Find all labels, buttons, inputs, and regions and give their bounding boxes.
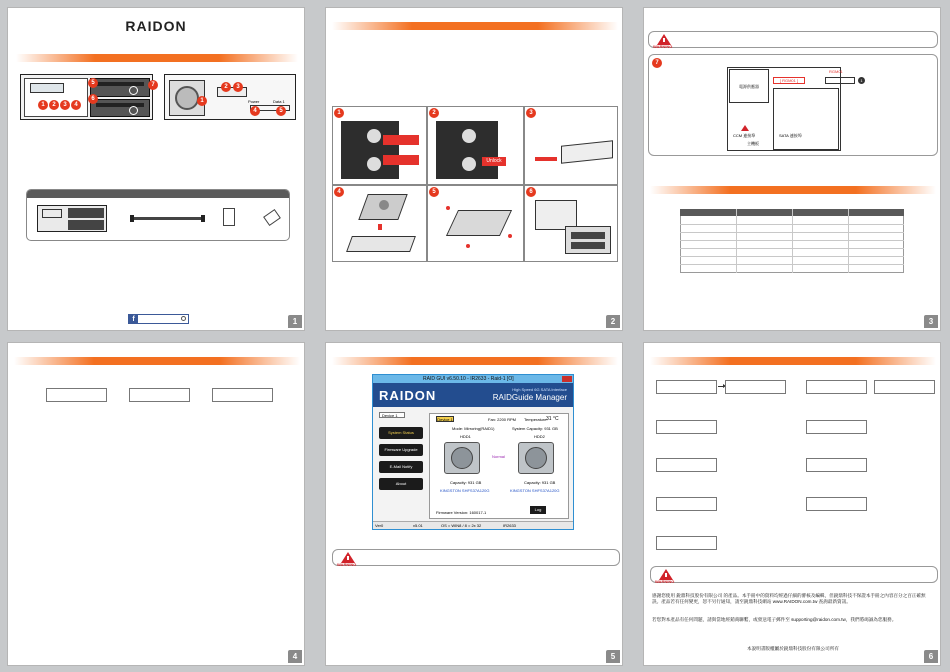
flow-box-10 [806,497,867,511]
flow-box-11 [656,536,717,550]
text-box-3 [212,388,273,402]
status-panel [429,413,569,519]
manual-card [223,208,235,226]
flow-box-8 [806,458,867,472]
flow-box-4 [874,380,935,394]
notice-paragraph-2: 若您對本產品有任何問題，請與當地經銷商聯繫，或發送電子郵件至 supporting@raidon.com.tw，我們將竭誠為您服務。 [652,617,897,622]
step-2-panel [427,106,524,185]
step-number: 4 [334,187,344,197]
hdd2-model: KINGSTON SHFS37A120G [510,488,560,493]
menu-email-notify[interactable]: E-Mail Notify [379,461,423,473]
callout-5: 5 [88,78,98,88]
flow-box-2 [725,380,786,394]
callout-6: 6 [88,94,98,104]
app-logo: RAIDON [379,388,437,403]
step-6-panel [524,185,618,262]
text-box-2 [129,388,190,402]
back-callout-4: 4 [250,106,260,116]
accessories-box [26,189,290,241]
step-1-panel [332,106,427,185]
back-callout-5: 5 [276,106,286,116]
warning-icon [741,125,749,131]
brand-logo: RAIDON [125,18,187,34]
window-title: RAID GUI v6.50.10 - IR2633 - Raid-1 [O] [423,376,514,382]
flow-box-9 [656,497,717,511]
search-icon [181,316,186,321]
firmware-version: Firmware Version: 160017-1 [436,510,487,515]
front-panel-diagram [20,74,153,120]
notice-paragraph-1: 感謝您使用 銳鼎科技股份有限公司 的產品。本手冊中的資料均經過仔細的審核及編輯，但銳鼎科技不保證本手冊之內容百分之百正確無誤。產品若有任何變更，恕不另行通知，請至銳鼎科技網站 www.RAIDON.com.tw 查詢最新資訊。 [652,593,926,604]
step-3-panel [524,106,618,185]
app-header [373,383,573,407]
section-bar [332,22,618,30]
manual-page-5 [325,342,623,666]
callout-3: 3 [60,100,70,110]
warning-label: WARNING [655,579,675,584]
copyright-footer: 本說明書版權屬於銳鼎科技股份有限公司所有 [747,646,839,651]
rgm-label: [ RGM01 ] [773,77,805,84]
log-button[interactable]: Log [530,506,546,514]
section-bar [650,186,936,194]
flow-box-5 [656,420,717,434]
section-bar [16,54,298,62]
text-box-1 [46,388,107,402]
hdd1-image [444,442,480,474]
page-number: 5 [606,650,620,663]
port-connector [825,77,855,84]
step-number: 3 [526,108,536,118]
unlock-tag: Unlock [482,157,506,166]
raid-mode: Mode: Mirroring(RAID1) [452,426,495,431]
raid-status: Normal [492,454,505,459]
menu-firmware-upgrade[interactable]: Firmware Upgrade [379,444,423,456]
status-bar [373,521,573,529]
external-port-label: RGM01 [829,69,843,74]
step-5-panel [427,185,524,262]
hdd1-label: HDD1 [460,434,471,439]
menu-system-status[interactable]: System Status [379,427,423,439]
callout-7: 7 [148,80,158,90]
device-tag: Device 1 [437,417,453,422]
hdd2-image [518,442,554,474]
connection-diagram [648,54,938,156]
warning-box [650,566,938,583]
hdd2-label: HDD2 [534,434,545,439]
manual-page-6 [643,342,941,666]
hdd2-capacity: Capacity: 931 GB [524,480,556,485]
facebook-search-bar[interactable] [128,314,189,324]
close-icon[interactable] [562,376,572,382]
manual-page-2 [325,7,623,331]
status-seg-2: v5.01 [413,523,423,528]
warning-box [332,549,620,566]
callout-4: 4 [71,100,81,110]
flow-box-6 [806,420,867,434]
step-4-panel [332,185,427,262]
manual-page-3 [643,7,941,331]
status-seg-4: IR2633 [503,523,516,528]
spec-table [680,209,904,273]
screw-bag [263,209,281,226]
section-bar [650,357,936,365]
page-number: 1 [288,315,302,328]
hdd1-model: KINGSTON SHFS37A120G [440,488,490,493]
status-seg-1: Ver0 [375,523,384,528]
callout-1: 1 [858,77,865,84]
page-number: 6 [924,650,938,663]
menu-about[interactable]: About [379,478,423,490]
temperature-label: 31 °C [546,416,559,422]
data-port-label: Data 1 [273,99,285,104]
section-bar [332,357,618,365]
fan-speed: Fan: 2200 RPM [488,417,517,422]
step-number: 5 [429,187,439,197]
back-callout-2: 2 [221,82,231,92]
app-subtitle-2: RAIDGuide Manager [492,393,567,402]
step-number: 1 [334,108,344,118]
flow-box-1 [656,380,717,394]
step-number: 2 [429,108,439,118]
mb-label: 主機板 [747,141,759,146]
device-selector-value: Device 1 [382,413,398,418]
status-seg-3: OS = WIN8 / 8 = 2x 32 [441,523,482,528]
device-selector[interactable] [379,412,405,418]
back-callout-3: 3 [233,82,243,92]
page-number: 2 [606,315,620,328]
facebook-icon: f [129,315,138,323]
app-subtitle-1: High Speed 6G SATA Interface [512,387,567,392]
callout-1: 1 [38,100,48,110]
flow-box-7 [656,458,717,472]
page-number: 4 [288,650,302,663]
warning-label: WARNING [337,562,357,567]
page-number: 3 [924,315,938,328]
power-supply-box: 電源供應器 [729,69,769,103]
section-bar [14,357,300,365]
manual-page-4 [7,342,305,666]
diagram-number: 7 [652,58,662,68]
ccm-port-label: CCM 連接埠 [733,133,756,138]
manual-page-1 [7,7,305,331]
callout-2: 2 [49,100,59,110]
window-titlebar [373,375,573,383]
system-capacity: System Capacity: 931 GB [512,426,558,431]
app-window [372,374,574,530]
warning-label: WARNING [653,44,673,49]
temperature-caption: Temperature: [524,417,548,422]
step-number: 6 [526,187,536,197]
flow-box-3 [806,380,867,394]
warning-box [648,31,938,48]
hdd1-capacity: Capacity: 931 GB [450,480,482,485]
sata-port-label: SATA 連接埠 [779,133,802,138]
back-callout-1: 1 [197,96,207,106]
power-port-label: Power [248,99,260,104]
